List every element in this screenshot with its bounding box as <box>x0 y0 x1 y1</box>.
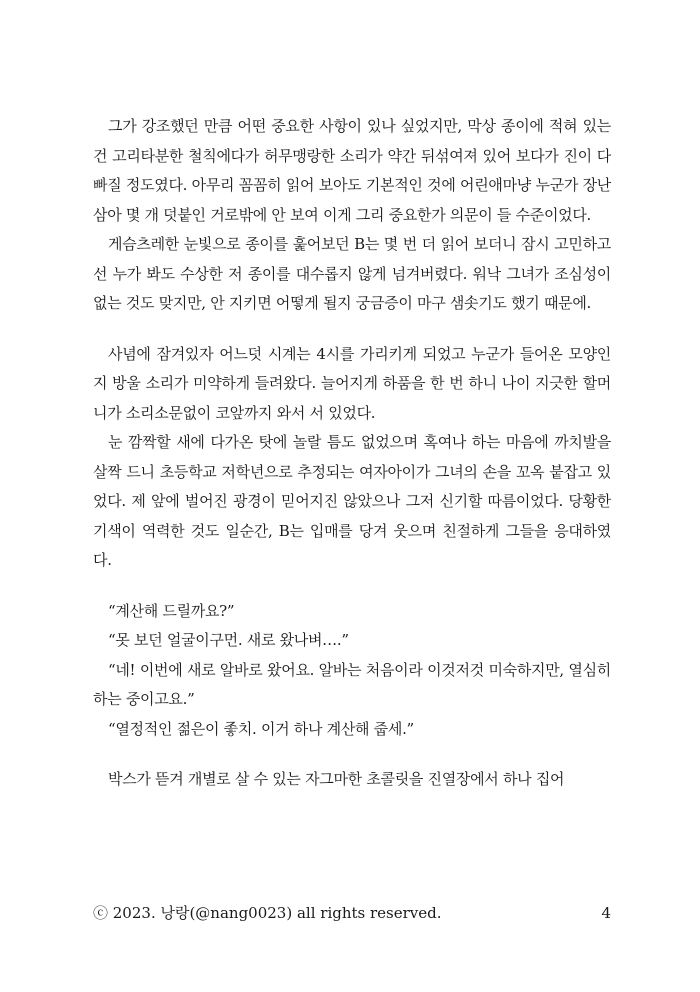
paragraph: 그가 강조했던 만큼 어떤 중요한 사항이 있나 싶었지만, 막상 종이에 적혀 있는 건 고리타분한 철칙에다가 허무맹랑한 소리가 약간 뒤섞여져 있어 보다가 진이 다 빠질 정도였다. 아무리 꼼꼼히 읽어 보아도 기본적인 것에 어린애마냥 누군가 장난삼아 몇 개 덧붙인 거로밖에 안 보여 이게 그리 중요한가 의문이 들 수준이었다. <box>93 117 611 224</box>
paragraph: 눈 깜짝할 새에 다가온 탓에 놀랄 틈도 없었으며 혹여나 하는 마음에 까치발을 살짝 드니 초등학교 저학년으로 추정되는 여자아이가 그녀의 손을 꼬옥 붙잡고 있었다. 제 앞에 벌어진 광경이 믿어지진 않았으나 그저 신기할 따름이었다. 당황한 기색이 역력한 것도 일순간, B는 입매를 당겨 웃으며 친절하게 그들을 응대하였다. <box>93 433 611 569</box>
paragraph: 박스가 뜯겨 개별로 살 수 있는 자그마한 초콜릿을 진열장에서 하나 집어 <box>108 770 565 788</box>
page-body <box>93 112 611 795</box>
dialogue-line: “열정적인 젊은이 좋치. 이거 하나 계산해 줍세.” <box>108 719 414 738</box>
dialogue-line: “네! 이번에 새로 알바로 왔어요. 알바는 처음이라 이것저것 미숙하지만, 열심히 하는 중이고요.” <box>93 660 611 708</box>
page-footer <box>93 902 611 924</box>
copyright-notice: ⓒ 2023. 낭랑(@nang0023) all rights reserved. <box>93 904 442 922</box>
paragraph: 게슴츠레한 눈빛으로 종이를 훑어보던 B는 몇 번 더 읽어 보더니 잠시 고민하고선 누가 봐도 수상한 저 종이를 대수롭지 않게 넘겨버렸다. 워낙 그녀가 조심성이 없는 것도 맞지만, 안 지키면 어떻게 될지 궁금증이 마구 샘솟기도 했기 때문에. <box>93 235 611 312</box>
section-gap <box>93 319 611 340</box>
dialogue-line: “계산해 드릴까요?” <box>108 601 235 620</box>
section-gap <box>93 576 611 597</box>
section-gap <box>93 744 611 765</box>
page-number: 4 <box>601 904 611 922</box>
paragraph: 사념에 잠겨있자 어느덧 시계는 4시를 가리키게 되었고 누군가 들어온 모양인지 방울 소리가 미약하게 들려왔다. 늘어지게 하품을 한 번 하니 나이 지긋한 할머니가 소리소문없이 코앞까지 와서 서 있었다. <box>93 344 611 422</box>
dialogue-line: “못 보던 얼굴이구먼. 새로 왔나벼….” <box>108 631 349 649</box>
